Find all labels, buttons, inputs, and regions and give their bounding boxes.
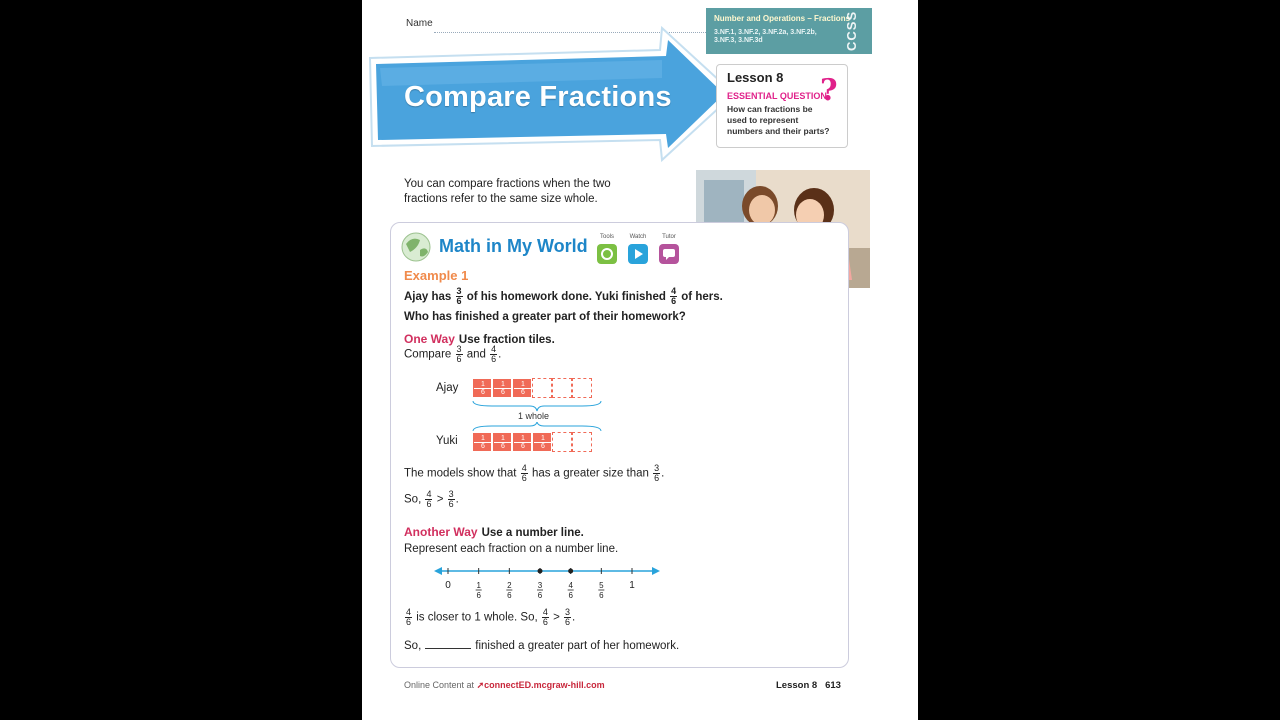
tools-button[interactable] xyxy=(596,234,618,264)
tutor-label: Tutor xyxy=(662,234,676,240)
sixth-tile: $\frac{1}{6}$ xyxy=(492,432,512,452)
connect-arrow-icon: ➚ xyxy=(476,680,485,690)
sixth-tile: $\frac{1}{6}$ xyxy=(532,432,552,452)
represent-text: Represent each fraction on a number line. xyxy=(404,543,619,555)
empty-tile xyxy=(572,378,592,398)
tools-icon xyxy=(597,244,617,264)
name-label: Name xyxy=(406,18,433,29)
right-arrow-icon xyxy=(652,567,660,575)
answer-sentence: So, finished a greater part of her homework. xyxy=(404,640,680,652)
sixth-tile: $\frac{1}{6}$ xyxy=(492,378,512,398)
footer-page: Lesson 8 613 xyxy=(776,680,841,691)
tutor-button[interactable] xyxy=(658,234,680,264)
math-in-my-world-heading: Math in My World xyxy=(439,236,588,256)
tick-label: 1 xyxy=(629,580,635,591)
essential-question-text: How can fractions be used to represent numbers and their parts? xyxy=(727,104,830,136)
ccss-domain: Number and Operations – Fractions xyxy=(714,14,851,23)
example-problem: Ajay has $\frac{3}{6}$ of his homework done. Yuki finished $\frac{4}{6}$ of hers. Who has finished a greater part of their homework? xyxy=(404,286,723,323)
tick-numerator: 3 xyxy=(537,581,543,590)
sixth-tile: $\frac{1}{6}$ xyxy=(472,378,492,398)
yuki-tiles xyxy=(472,432,592,452)
ajay-label: Ajay xyxy=(436,382,459,394)
models-sentence: The models show that $\frac{4}{6}$ has a greater size than $\frac{3}{6}$ . xyxy=(404,463,665,483)
tools-label: Tools xyxy=(599,234,614,240)
lesson-number: Lesson 8 xyxy=(727,70,784,85)
answer-blank[interactable] xyxy=(425,648,471,649)
essential-question-label: ESSENTIAL QUESTION xyxy=(727,91,827,101)
tick-label: 0 xyxy=(445,580,451,591)
ajay-tiles xyxy=(472,378,592,398)
number-line-point xyxy=(538,569,543,574)
another-way-heading: Another Way Use a number line. xyxy=(404,525,584,539)
page-title: Compare Fractions xyxy=(404,81,672,113)
tick-denominator: 6 xyxy=(507,591,512,600)
lesson-box xyxy=(716,64,848,148)
intro-text: You can compare fractions when the two fractions refer to the same size whole. xyxy=(404,178,611,205)
example-label: Example 1 xyxy=(404,268,469,283)
number-line xyxy=(432,562,662,606)
empty-tile xyxy=(572,432,592,452)
sixth-tile: $\frac{1}{6}$ xyxy=(512,432,532,452)
tick-denominator: 6 xyxy=(599,591,604,600)
fraction: $\frac{4}{6}$ xyxy=(671,286,677,307)
ccss-tag: CCSS xyxy=(844,10,859,52)
tick-numerator: 5 xyxy=(599,581,604,590)
empty-tile xyxy=(552,378,572,398)
tick-denominator: 6 xyxy=(537,591,543,600)
one-way-heading: One Way Use fraction tiles. xyxy=(404,332,555,346)
compare-line: Compare $\frac{3}{6}$ and $\frac{4}{6}$ . xyxy=(404,344,502,364)
question-mark-icon: ? xyxy=(820,73,838,108)
sixth-tile: $\frac{1}{6}$ xyxy=(512,378,532,398)
closer-sentence: $\frac{4}{6}$ is closer to 1 whole. So, $\frac{4}{6}$ > $\frac{3}{6}$ . xyxy=(406,607,576,627)
whole-bracket-lower xyxy=(472,422,602,432)
footer-online: Online Content at ➚connectED.mcgraw-hill.com xyxy=(404,680,605,690)
tick-denominator: 6 xyxy=(476,591,481,600)
watch-label: Watch xyxy=(629,234,647,240)
sixth-tile: $\frac{1}{6}$ xyxy=(472,432,492,452)
empty-tile xyxy=(532,378,552,398)
tick-denominator: 6 xyxy=(568,591,573,600)
yuki-label: Yuki xyxy=(436,435,458,447)
fraction: $\frac{3}{6}$ xyxy=(456,286,462,307)
watch-button[interactable] xyxy=(627,234,649,264)
tick-numerator: 4 xyxy=(568,581,573,590)
chat-icon xyxy=(659,244,679,264)
one-whole-label: 1 whole xyxy=(518,411,550,421)
connect-ed-link[interactable]: connectED.mcgraw-hill.com xyxy=(484,680,605,690)
so-sentence-1: So, $\frac{4}{6}$ > $\frac{3}{6}$ . xyxy=(404,489,459,509)
tick-numerator: 2 xyxy=(507,581,512,590)
play-icon xyxy=(628,244,648,264)
ccss-codes: 3.NF.1, 3.NF.2, 3.NF.2a, 3.NF.2b, 3.NF.3, 3.NF.3d xyxy=(714,29,817,44)
number-line-point xyxy=(568,569,573,574)
empty-tile xyxy=(552,432,572,452)
globe-icon xyxy=(398,230,436,264)
left-arrow-icon xyxy=(434,567,442,575)
textbook-page xyxy=(362,0,918,720)
tick-numerator: 1 xyxy=(476,581,481,590)
